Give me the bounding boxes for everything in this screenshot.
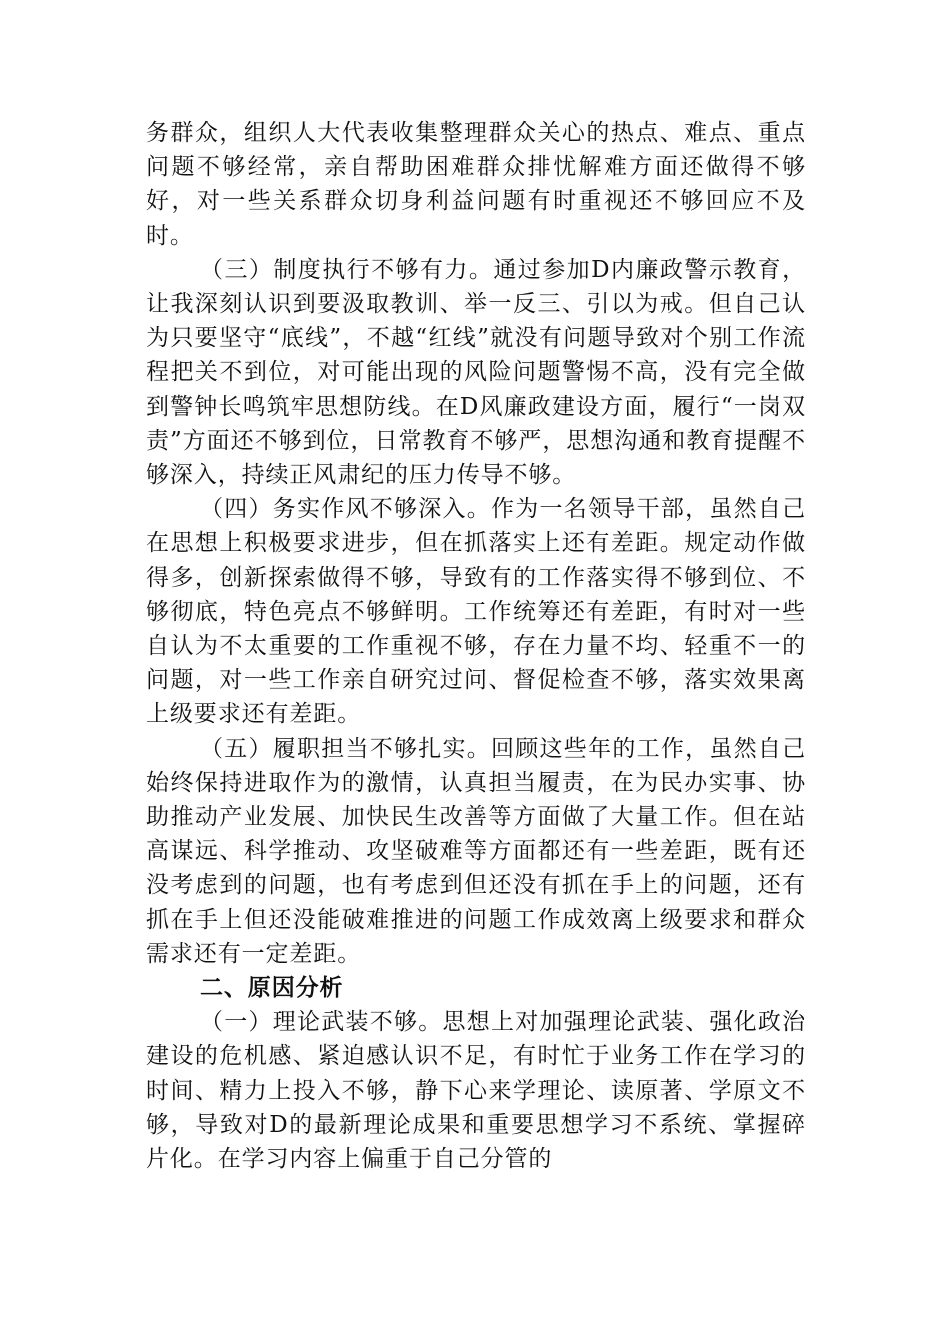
document-body bbox=[146, 116, 806, 1176]
paragraph-duty-performance: （五）履职担当不够扎实。回顾这些年的工作，虽然自己始终保持进取作为的激情，认真担当履责，在为民办实事、协助推动产业发展、加快民生改善等方面做了大量工作。但在站高谋远、科学推动、攻坚破难等方面都还有一些差距，既有还没考虑到的问题，也有考虑到但还没有抓在手上的问题，还有抓在手上但还没能破难推进的问题工作成效离上级要求和群众需求还有一定差距。 bbox=[146, 735, 806, 967]
paragraph-theory-study: （一）理论武装不够。思想上对加强理论武装、强化政治建设的危机感、紧迫感认识不足，有时忙于业务工作在学习的时间、精力上投入不够，静下心来学理论、读原著、学原文不够，导致对D的最新理论成果和重要思想学习不系统、掌握碎片化。在学习内容上偏重于自己分管的 bbox=[146, 1009, 806, 1173]
paragraph-work-style: （四）务实作风不够深入。作为一名领导干部，虽然自己在思想上积极要求进步，但在抓落实上还有差距。规定动作做得多，创新探索做得不够，导致有的工作落实得不够到位、不够彻底，特色亮点不够鲜明。工作统筹还有差距，有时对一些自认为不太重要的工作重视不够，存在力量不均、轻重不一的问题，对一些工作亲自研究过问、督促检查不够，落实效果离上级要求还有差距。 bbox=[146, 496, 806, 728]
paragraph-institution-execution: （三）制度执行不够有力。通过参加D内廉政警示教育，让我深刻认识到要汲取教训、举一反三、引以为戒。但自己认为只要坚守“底线”，不越“红线”就没有问题导致对个别工作流程把关不到位，对可能出现的风险问题警惕不高，没有完全做到警钟长鸣筑牢思想防线。在D风廉政建设方面，履行“一岗双责”方面还不够到位，日常教育不够严，思想沟通和教育提醒不够深入，持续正风肃纪的压力传导不够。 bbox=[146, 256, 806, 489]
paragraph-continued: 务群众，组织人大代表收集整理群众关心的热点、难点、重点问题不够经常，亲自帮助困难群众排忧解难方面还做得不够好，对一些关系群众切身利益问题有时重视还不够回应不及时。 bbox=[146, 120, 806, 249]
section-heading-cause-analysis: 二、原因分析 bbox=[200, 975, 344, 1002]
